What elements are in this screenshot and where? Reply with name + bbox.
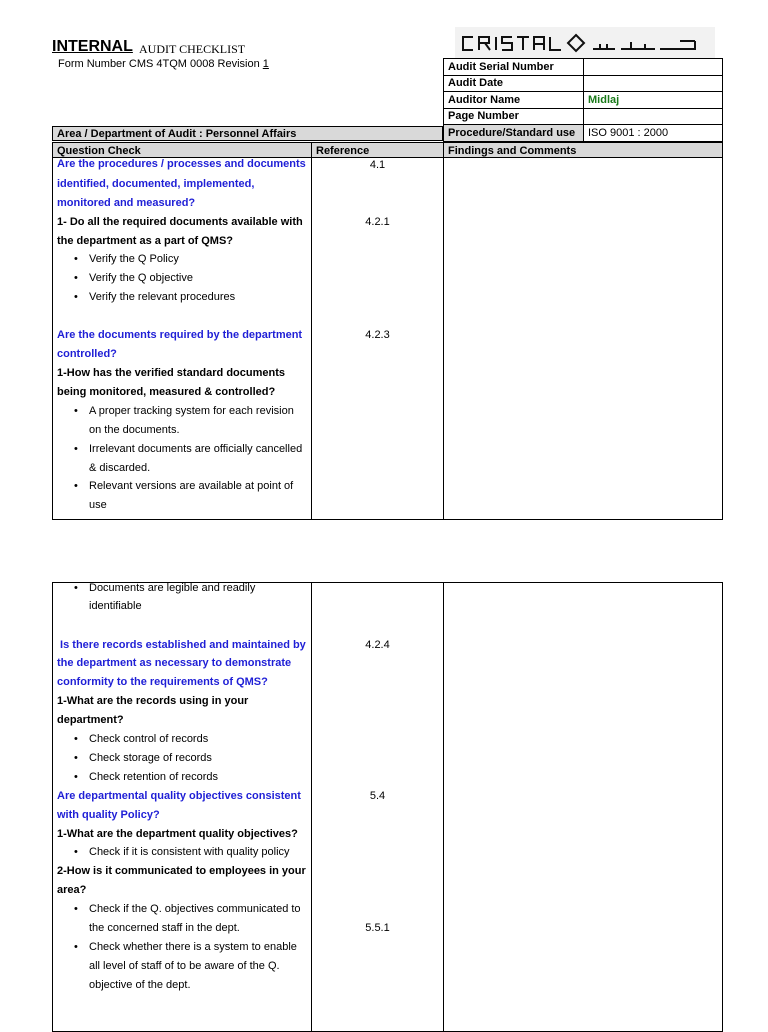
page-number-value: [584, 108, 723, 125]
reference-value: 4.2.3: [365, 329, 390, 341]
bullet-icon: •: [74, 272, 78, 284]
procedure-label: Procedure/Standard use: [444, 125, 584, 142]
check-item: objective of the dept.: [89, 979, 191, 991]
question-line: Are the documents required by the department: [57, 329, 303, 341]
bullet-icon: •: [74, 443, 78, 455]
check-item: Check if the Q. objectives communicated to: [89, 903, 301, 915]
auditor-name-value: Midlaj: [584, 92, 723, 109]
question-line: with quality Policy?: [57, 809, 160, 821]
check-item: Documents are legible and readily: [89, 582, 256, 594]
sub-question-line: being monitored, measured & controlled?: [57, 386, 276, 398]
question-line: Are departmental quality objectives consistent: [57, 790, 301, 802]
check-item: Verify the Q Policy: [89, 253, 179, 265]
bullet-icon: •: [74, 480, 78, 492]
check-item: Check retention of records: [89, 771, 219, 783]
check-item: on the documents.: [89, 424, 180, 436]
sub-question-line: 1-What are the department quality objectives?: [57, 828, 298, 840]
sub-question-line: 1- Do all the required documents available with: [57, 216, 303, 228]
sub-question-line: 2-How is it communicated to employees in your: [57, 865, 306, 877]
question-line: the department as necessary to demonstrate: [57, 657, 292, 669]
column-reference-header: Reference: [311, 142, 444, 158]
sub-question-line: 1-What are the records using in your: [57, 695, 249, 707]
logo-graphic: [455, 27, 715, 58]
reference-value: 5.5.1: [365, 922, 390, 934]
form-number-label: Form Number CMS 4TQM 0008 Revision: [58, 58, 263, 70]
bullet-icon: •: [74, 253, 78, 265]
bullet-icon: •: [74, 771, 78, 783]
form-number: [58, 58, 269, 70]
audit-serial-value: [584, 59, 723, 76]
sub-question-line: the department as a part of QMS?: [57, 235, 234, 247]
check-item: Check whether there is a system to enable: [89, 941, 297, 953]
check-item: A proper tracking system for each revision: [89, 405, 294, 417]
findings-column-p2: [443, 582, 723, 1032]
question-line: Are the procedures / processes and documents: [57, 158, 306, 170]
audit-date-label: Audit Date: [444, 75, 584, 92]
question-line: controlled?: [57, 348, 117, 360]
audit-serial-label: Audit Serial Number: [444, 59, 584, 76]
area-department: Area / Department of Audit : Personnel Affairs: [52, 126, 443, 141]
bullet-icon: •: [74, 405, 78, 417]
check-item: & discarded.: [89, 462, 151, 474]
audit-date-value: [584, 75, 723, 92]
sub-question-line: department?: [57, 714, 124, 726]
reference-value: 5.4: [369, 790, 386, 802]
bullet-icon: •: [74, 941, 78, 953]
form-revision: 1: [262, 58, 269, 70]
check-item: the concerned staff in the dept.: [89, 922, 240, 934]
question-line: identified, documented, implemented,: [57, 178, 255, 190]
audit-meta-table: [443, 58, 723, 142]
column-question-header: Question Check: [52, 142, 312, 158]
sub-question-line: 1-How has the verified standard documents: [57, 367, 285, 379]
page-number-label: Page Number: [444, 108, 584, 125]
check-item: Verify the relevant procedures: [89, 291, 236, 303]
bullet-icon: •: [74, 752, 78, 764]
procedure-value: ISO 9001 : 2000: [584, 125, 723, 142]
check-item: Relevant versions are available at point of: [89, 480, 294, 492]
form-title-rest: AUDIT CHECKLIST: [139, 42, 246, 56]
bullet-icon: •: [74, 582, 78, 594]
column-findings-header: Findings and Comments: [443, 142, 723, 158]
question-line: conformity to the requirements of QMS?: [57, 676, 268, 688]
check-item: identifiable: [89, 600, 142, 612]
question-line: Is there records established and maintained by: [57, 639, 306, 651]
findings-column-p1: [443, 157, 723, 520]
check-item: Check storage of records: [89, 752, 212, 764]
check-item: Check if it is consistent with quality policy: [89, 846, 290, 858]
reference-value: 4.1: [369, 159, 386, 171]
reference-value: 4.2.4: [365, 639, 390, 651]
form-title: INTERNAL: [52, 38, 133, 55]
bullet-icon: •: [74, 291, 78, 303]
check-item: use: [89, 499, 107, 511]
check-item: all level of staff of to be aware of the Q.: [89, 960, 280, 972]
check-item: Check control of records: [89, 733, 209, 745]
question-line: monitored and measured?: [57, 197, 196, 209]
company-logo: [455, 27, 715, 58]
auditor-name-label: Auditor Name: [444, 92, 584, 109]
bullet-icon: •: [74, 903, 78, 915]
bullet-icon: •: [74, 846, 78, 858]
check-item: Verify the Q objective: [89, 272, 193, 284]
bullet-icon: •: [74, 733, 78, 745]
check-item: Irrelevant documents are officially cancelled: [89, 443, 303, 455]
sub-question-line: area?: [57, 884, 87, 896]
reference-value: 4.2.1: [365, 216, 390, 228]
